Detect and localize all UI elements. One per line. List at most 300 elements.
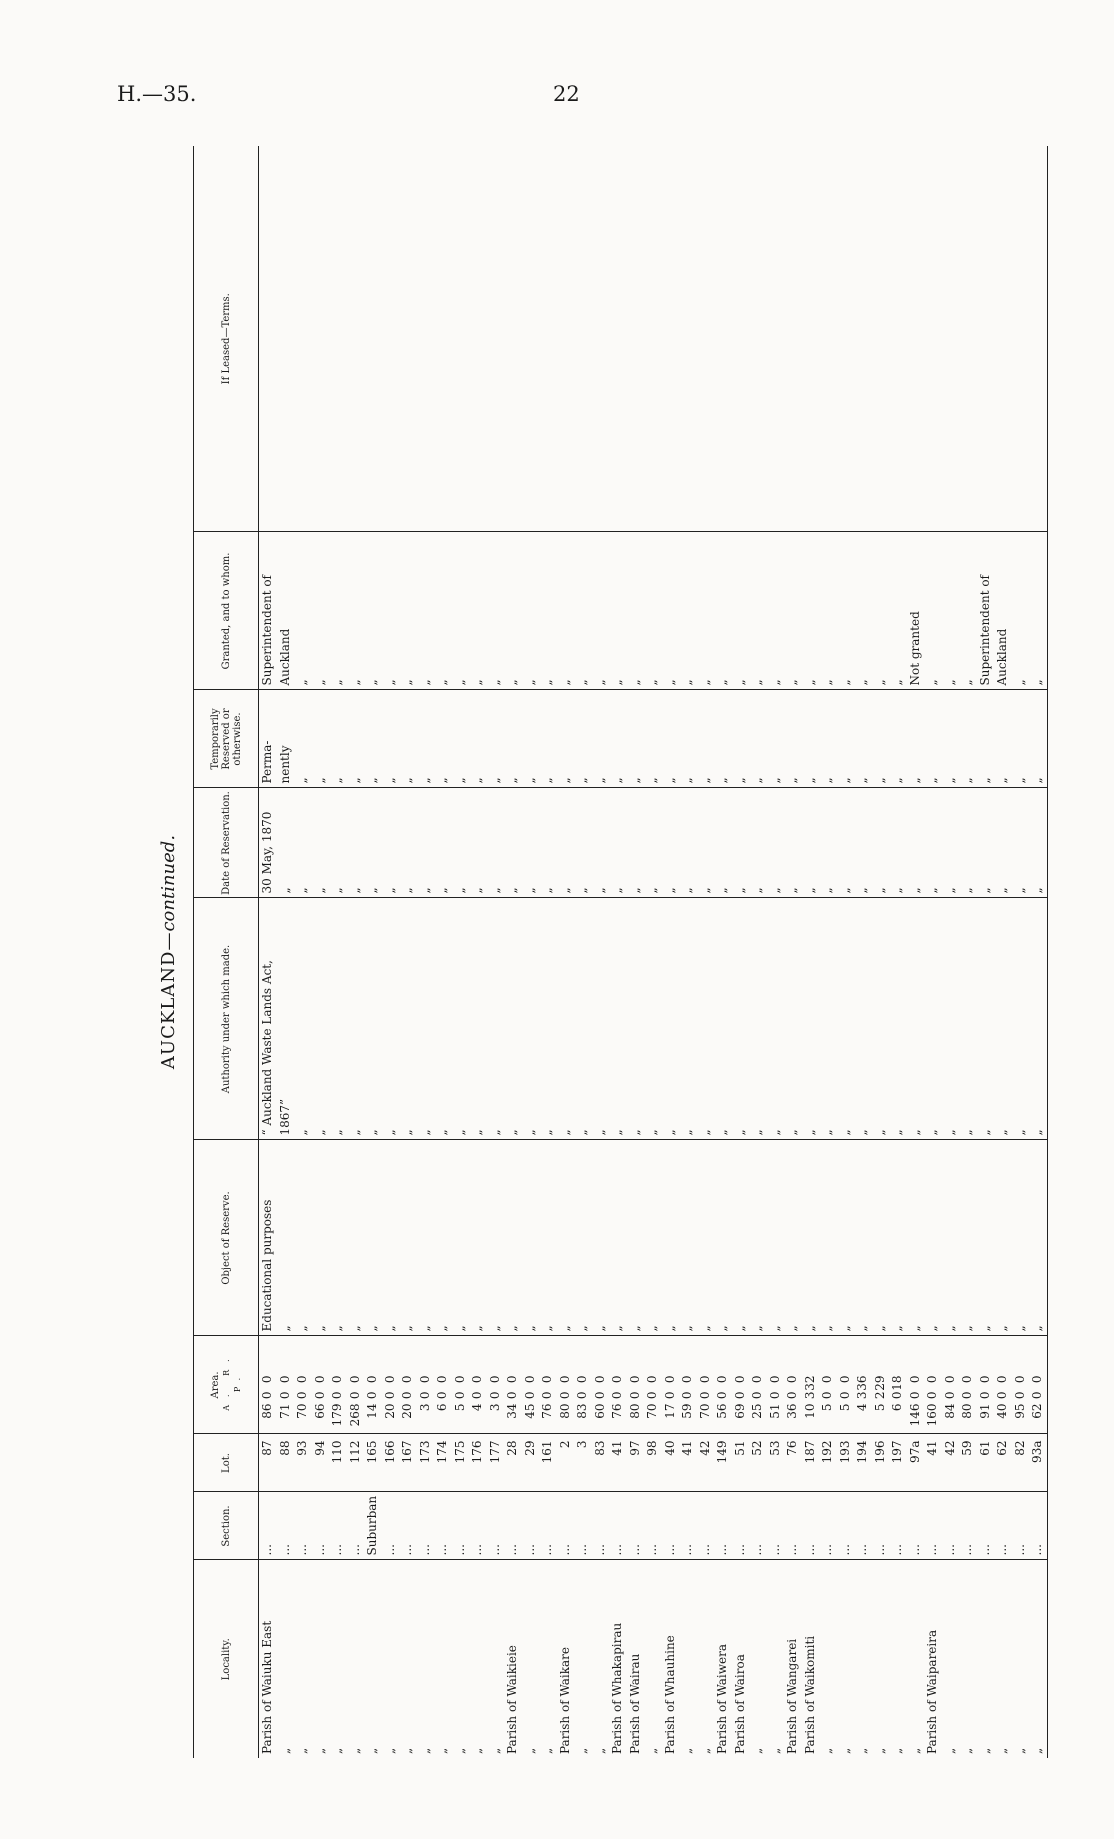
cell-leased-terms — [959, 146, 977, 532]
area-perches: 0 — [977, 1375, 992, 1384]
cell-object: „ — [994, 1140, 1012, 1336]
cell-granted: „ — [644, 532, 662, 690]
table-row — [592, 146, 610, 1758]
table-row — [942, 146, 960, 1758]
table-row — [417, 146, 435, 1758]
area-acres: 268 — [347, 1403, 362, 1427]
table-row — [312, 146, 330, 1758]
area-acres: 5 — [872, 1403, 887, 1412]
cell-leased-terms — [399, 146, 417, 532]
cell-section: ... — [452, 1492, 470, 1560]
cell-date: „ — [364, 788, 382, 898]
cell-temporarily-reserved: „ — [399, 690, 417, 788]
area-roods: 0 — [680, 1391, 694, 1400]
cell-date: „ — [294, 788, 312, 898]
area-perches: 32 — [802, 1375, 817, 1391]
cell-area — [924, 1336, 942, 1434]
cell-date: „ — [924, 788, 942, 898]
cell-date: „ — [819, 788, 837, 898]
table-row — [802, 146, 820, 1758]
cell-temporarily-reserved: „ — [889, 690, 907, 788]
cell-area — [662, 1336, 680, 1434]
cell-leased-terms — [784, 146, 802, 532]
area-perches: 18 — [890, 1375, 904, 1391]
cell-date: „ — [977, 788, 995, 898]
cell-authority: „ — [767, 898, 785, 1140]
cell-area — [364, 1336, 382, 1434]
cell-lot: 97a — [907, 1434, 925, 1492]
cell-authority: „ — [854, 898, 872, 1140]
cell-leased-terms — [574, 146, 592, 532]
cell-date: „ — [1012, 788, 1030, 898]
table-row — [662, 146, 680, 1758]
cell-leased-terms — [662, 146, 680, 532]
cell-area — [942, 1336, 960, 1434]
cell-section: ... — [662, 1492, 680, 1560]
area-perches: 36 — [855, 1375, 869, 1391]
cell-area — [627, 1336, 645, 1434]
table-row — [714, 146, 732, 1758]
cell-locality: „ — [435, 1747, 449, 1754]
area-roods: 0 — [627, 1391, 642, 1400]
cell-leased-terms — [487, 146, 505, 532]
cell-object: „ — [714, 1140, 732, 1336]
table-row — [697, 146, 715, 1758]
cell-granted: „ — [924, 532, 942, 690]
column-header-object: Object of Reserve. — [194, 1140, 259, 1336]
area-acres: 86 — [260, 1403, 274, 1419]
cell-lot: 177 — [487, 1434, 505, 1492]
cell-leased-terms — [417, 146, 435, 532]
cell-temporarily-reserved: „ — [924, 690, 942, 788]
table-row — [487, 146, 505, 1758]
cell-temporarily-reserved: „ — [609, 690, 627, 788]
cell-authority: „ — [942, 898, 960, 1140]
cell-granted: „ — [294, 532, 312, 690]
area-acres: 66 — [312, 1403, 327, 1419]
area-acres: 91 — [977, 1403, 992, 1419]
cell-lot: 176 — [469, 1434, 487, 1492]
cell-leased-terms — [627, 146, 645, 532]
cell-lot: 42 — [697, 1434, 715, 1492]
cell-granted: Superintendent of — [259, 532, 277, 690]
cell-date: „ — [329, 788, 347, 898]
cell-date: „ — [854, 788, 872, 898]
cell-area — [452, 1336, 470, 1434]
cell-lot: 61 — [977, 1434, 995, 1492]
cell-date: „ — [959, 788, 977, 898]
cell-area — [469, 1336, 487, 1434]
cell-object: „ — [294, 1140, 312, 1336]
area-roods: 0 — [487, 1391, 502, 1400]
cell-temporarily-reserved: „ — [732, 690, 750, 788]
cell-section: ... — [802, 1492, 820, 1560]
cell-locality: Parish of Waikomiti — [802, 1635, 817, 1754]
area-perches: 0 — [907, 1375, 922, 1384]
cell-leased-terms — [679, 146, 697, 532]
cell-locality: „ — [470, 1747, 484, 1754]
cell-authority: „ — [872, 898, 890, 1140]
cell-area — [959, 1336, 977, 1434]
cell-section: ... — [924, 1492, 942, 1560]
cell-granted: „ — [1012, 532, 1030, 690]
cell-locality: „ — [750, 1747, 764, 1754]
cell-section: ... — [574, 1492, 592, 1560]
area-perches: 29 — [872, 1375, 887, 1391]
area-roods: 0 — [785, 1391, 799, 1400]
area-roods: 0 — [470, 1391, 484, 1400]
cell-lot: 149 — [714, 1434, 732, 1492]
area-perches: 0 — [557, 1375, 572, 1384]
cell-leased-terms — [364, 146, 382, 532]
cell-temporarily-reserved: „ — [784, 690, 802, 788]
cell-granted: „ — [417, 532, 435, 690]
cell-lot: 83 — [592, 1434, 610, 1492]
cell-area — [592, 1336, 610, 1434]
cell-object: „ — [399, 1140, 417, 1336]
cell-leased-terms — [819, 146, 837, 532]
cell-temporarily-reserved: „ — [994, 690, 1012, 788]
cell-area — [487, 1336, 505, 1434]
area-perches: 0 — [942, 1375, 957, 1384]
cell-lot: 29 — [522, 1434, 540, 1492]
cell-object: „ — [347, 1140, 365, 1336]
cell-section: ... — [329, 1492, 347, 1560]
cell-granted: „ — [679, 532, 697, 690]
cell-temporarily-reserved: „ — [942, 690, 960, 788]
cell-section: ... — [872, 1492, 890, 1560]
cell-authority: „ — [574, 898, 592, 1140]
cell-authority: „ — [434, 898, 452, 1140]
cell-authority: „ — [959, 898, 977, 1140]
cell-date: „ — [767, 788, 785, 898]
area-perches: 0 — [417, 1375, 432, 1384]
cell-lot: 161 — [539, 1434, 557, 1492]
area-perches: 0 — [260, 1375, 274, 1384]
area-perches: 0 — [820, 1375, 834, 1384]
cell-granted: „ — [504, 532, 522, 690]
area-roods: 0 — [732, 1391, 747, 1400]
cell-leased-terms — [644, 146, 662, 532]
cell-date: „ — [889, 788, 907, 898]
cell-granted: „ — [872, 532, 890, 690]
cell-object: „ — [574, 1140, 592, 1336]
cell-date: „ — [994, 788, 1012, 898]
cell-lot: 196 — [872, 1434, 890, 1492]
cell-authority: „ — [294, 898, 312, 1140]
area-perches: 0 — [592, 1375, 607, 1384]
cell-temporarily-reserved: nently — [277, 690, 295, 788]
area-roods: 0 — [995, 1391, 1009, 1400]
cell-leased-terms — [749, 146, 767, 532]
cell-object: „ — [312, 1140, 330, 1336]
cell-locality: Parish of Wangarei — [785, 1638, 799, 1754]
cell-locality: Parish of Wairau — [627, 1653, 642, 1754]
cell-locality: „ — [1012, 1747, 1027, 1754]
table-row — [347, 146, 365, 1758]
cell-object: „ — [942, 1140, 960, 1336]
cell-authority: „ — [452, 898, 470, 1140]
cell-locality: „ — [487, 1747, 502, 1754]
cell-lot: 59 — [959, 1434, 977, 1492]
cell-temporarily-reserved: „ — [312, 690, 330, 788]
cell-locality: „ — [697, 1747, 712, 1754]
cell-lot: 51 — [732, 1434, 750, 1492]
cell-object: „ — [679, 1140, 697, 1336]
cell-lot: 62 — [994, 1434, 1012, 1492]
cell-granted: „ — [959, 532, 977, 690]
cell-area — [434, 1336, 452, 1434]
cell-authority: „ — [1029, 898, 1047, 1140]
cell-locality: „ — [855, 1747, 869, 1754]
cell-locality: „ — [942, 1747, 957, 1754]
cell-locality: „ — [977, 1747, 992, 1754]
area-acres: 70 — [295, 1403, 309, 1419]
cell-object: „ — [627, 1140, 645, 1336]
cell-authority: „ — [749, 898, 767, 1140]
area-perches: 0 — [312, 1375, 327, 1384]
cell-authority: „ — [399, 898, 417, 1140]
cell-leased-terms — [329, 146, 347, 532]
cell-area — [907, 1336, 925, 1434]
cell-authority: „ — [417, 898, 435, 1140]
cell-object: „ — [644, 1140, 662, 1336]
area-perches: 0 — [435, 1375, 449, 1384]
cell-locality: „ — [995, 1747, 1009, 1754]
cell-authority: „ — [889, 898, 907, 1140]
cell-area — [977, 1336, 995, 1434]
cell-section: ... — [819, 1492, 837, 1560]
area-roods: 3 — [802, 1391, 817, 1400]
cell-lot: 41 — [679, 1434, 697, 1492]
cell-temporarily-reserved: „ — [714, 690, 732, 788]
area-perches: 0 — [1030, 1375, 1044, 1384]
cell-object: „ — [802, 1140, 820, 1336]
cell-locality: „ — [295, 1747, 309, 1754]
cell-granted: „ — [382, 532, 400, 690]
cell-date: „ — [452, 788, 470, 898]
cell-granted: „ — [469, 532, 487, 690]
cell-authority: „ — [994, 898, 1012, 1140]
cell-lot: 94 — [312, 1434, 330, 1492]
cell-area — [522, 1336, 540, 1434]
cell-locality: „ — [820, 1747, 834, 1754]
cell-temporarily-reserved: „ — [574, 690, 592, 788]
cell-lot: 197 — [889, 1434, 907, 1492]
cell-locality: „ — [767, 1747, 782, 1754]
cell-section: ... — [504, 1492, 522, 1560]
area-perches: 0 — [610, 1375, 624, 1384]
area-roods: 0 — [925, 1391, 939, 1400]
area-perches: 0 — [575, 1375, 589, 1384]
cell-section: ... — [347, 1492, 365, 1560]
cell-lot: 3 — [574, 1434, 592, 1492]
cell-lot: 87 — [259, 1434, 277, 1492]
area-acres: 146 — [907, 1403, 922, 1427]
table-row — [574, 146, 592, 1758]
cell-locality: „ — [960, 1747, 974, 1754]
cell-leased-terms — [434, 146, 452, 532]
cell-authority: „ — [662, 898, 680, 1140]
cell-temporarily-reserved: „ — [977, 690, 995, 788]
cell-object: „ — [1012, 1140, 1030, 1336]
area-roods: 0 — [1030, 1391, 1044, 1400]
cell-leased-terms — [277, 146, 295, 532]
cell-object: „ — [592, 1140, 610, 1336]
area-roods: 0 — [1012, 1391, 1027, 1400]
cell-granted: „ — [942, 532, 960, 690]
cell-date: „ — [382, 788, 400, 898]
cell-temporarily-reserved: „ — [749, 690, 767, 788]
area-perches: 0 — [925, 1375, 939, 1384]
area-roods: 0 — [347, 1391, 362, 1400]
cell-leased-terms — [609, 146, 627, 532]
table-row — [959, 146, 977, 1758]
cell-section: ... — [417, 1492, 435, 1560]
cell-area — [417, 1336, 435, 1434]
cell-temporarily-reserved: „ — [697, 690, 715, 788]
area-acres: 70 — [697, 1403, 712, 1419]
cell-section: ... — [1029, 1492, 1047, 1560]
cell-object: „ — [907, 1140, 925, 1336]
area-roods: 0 — [890, 1391, 904, 1400]
area-acres: 3 — [417, 1403, 432, 1412]
cell-locality: „ — [592, 1747, 607, 1754]
cell-lot: 40 — [662, 1434, 680, 1492]
cell-area — [1012, 1336, 1030, 1434]
area-roods: 0 — [575, 1391, 589, 1400]
area-roods: 0 — [365, 1391, 379, 1400]
area-perches: 0 — [522, 1375, 537, 1384]
cell-lot: 53 — [767, 1434, 785, 1492]
cell-lot: 28 — [504, 1434, 522, 1492]
cell-lot: 192 — [819, 1434, 837, 1492]
cell-lot: 76 — [784, 1434, 802, 1492]
table-row — [277, 146, 295, 1758]
cell-area — [837, 1336, 855, 1434]
cell-date: „ — [1029, 788, 1047, 898]
cell-leased-terms — [732, 146, 750, 532]
area-roods: 0 — [645, 1391, 659, 1400]
area-acres: 70 — [645, 1403, 659, 1419]
cell-locality: „ — [540, 1747, 554, 1754]
cell-leased-terms — [522, 146, 540, 532]
area-perches: 0 — [277, 1375, 292, 1384]
area-perches: 0 — [837, 1375, 852, 1384]
cell-granted: Auckland — [994, 532, 1012, 690]
table-row — [364, 146, 382, 1758]
area-roods: 0 — [505, 1391, 519, 1400]
cell-granted: „ — [889, 532, 907, 690]
cell-granted: „ — [784, 532, 802, 690]
cell-leased-terms — [504, 146, 522, 532]
area-acres: 4 — [470, 1403, 484, 1412]
area-acres: 36 — [785, 1403, 799, 1419]
table-row — [557, 146, 575, 1758]
cell-leased-terms — [452, 146, 470, 532]
cell-object: „ — [977, 1140, 995, 1336]
cell-lot: 112 — [347, 1434, 365, 1492]
cell-section: ... — [977, 1492, 995, 1560]
cell-lot: 93 — [294, 1434, 312, 1492]
cell-date: „ — [802, 788, 820, 898]
cell-leased-terms — [714, 146, 732, 532]
table-row — [469, 146, 487, 1758]
reserves-table — [193, 146, 1048, 1758]
area-roods: 0 — [697, 1391, 712, 1400]
cell-area — [382, 1336, 400, 1434]
cell-temporarily-reserved: „ — [872, 690, 890, 788]
area-acres: 76 — [540, 1403, 554, 1419]
cell-authority: „ — [347, 898, 365, 1140]
cell-object: „ — [452, 1140, 470, 1336]
cell-object: „ — [697, 1140, 715, 1336]
area-perches: 0 — [662, 1375, 677, 1384]
cell-date: „ — [732, 788, 750, 898]
cell-temporarily-reserved: „ — [662, 690, 680, 788]
table-row — [767, 146, 785, 1758]
cell-temporarily-reserved: „ — [557, 690, 575, 788]
cell-temporarily-reserved: „ — [382, 690, 400, 788]
cell-object: „ — [434, 1140, 452, 1336]
cell-lot: 42 — [942, 1434, 960, 1492]
cell-locality: „ — [417, 1747, 432, 1754]
cell-area — [574, 1336, 592, 1434]
area-acres: 17 — [662, 1403, 677, 1419]
table-row — [784, 146, 802, 1758]
column-header-leased: If Leased—Terms. — [194, 146, 259, 532]
cell-date: „ — [907, 788, 925, 898]
cell-leased-terms — [382, 146, 400, 532]
cell-section: ... — [312, 1492, 330, 1560]
cell-section: ... — [294, 1492, 312, 1560]
cell-granted: „ — [487, 532, 505, 690]
cell-locality: „ — [400, 1747, 414, 1754]
cell-authority: „ — [312, 898, 330, 1140]
area-roods: 0 — [295, 1391, 309, 1400]
area-roods: 0 — [417, 1391, 432, 1400]
area-acres: 45 — [522, 1403, 537, 1419]
table-row — [259, 146, 277, 1758]
cell-date: „ — [487, 788, 505, 898]
cell-object: „ — [522, 1140, 540, 1336]
cell-authority: „ — [819, 898, 837, 1140]
cell-section: ... — [627, 1492, 645, 1560]
area-acres: 84 — [942, 1403, 957, 1419]
cell-granted: „ — [767, 532, 785, 690]
cell-object: „ — [469, 1140, 487, 1336]
cell-lot: 52 — [749, 1434, 767, 1492]
area-perches: 0 — [452, 1375, 467, 1384]
cell-section: ... — [259, 1492, 277, 1560]
cell-temporarily-reserved: „ — [1029, 690, 1047, 788]
area-perches: 0 — [347, 1375, 362, 1384]
column-header-granted: Granted, and to whom. — [194, 532, 259, 690]
table-row — [382, 146, 400, 1758]
cell-locality: „ — [890, 1747, 904, 1754]
cell-object: „ — [749, 1140, 767, 1336]
cell-object: „ — [767, 1140, 785, 1336]
cell-locality: „ — [837, 1747, 852, 1754]
table-row — [732, 146, 750, 1758]
cell-leased-terms — [1012, 146, 1030, 532]
cell-leased-terms — [469, 146, 487, 532]
cell-area — [714, 1336, 732, 1434]
cell-section: ... — [609, 1492, 627, 1560]
area-acres: 83 — [575, 1403, 589, 1419]
cell-object: „ — [837, 1140, 855, 1336]
area-perches: 0 — [487, 1375, 502, 1384]
